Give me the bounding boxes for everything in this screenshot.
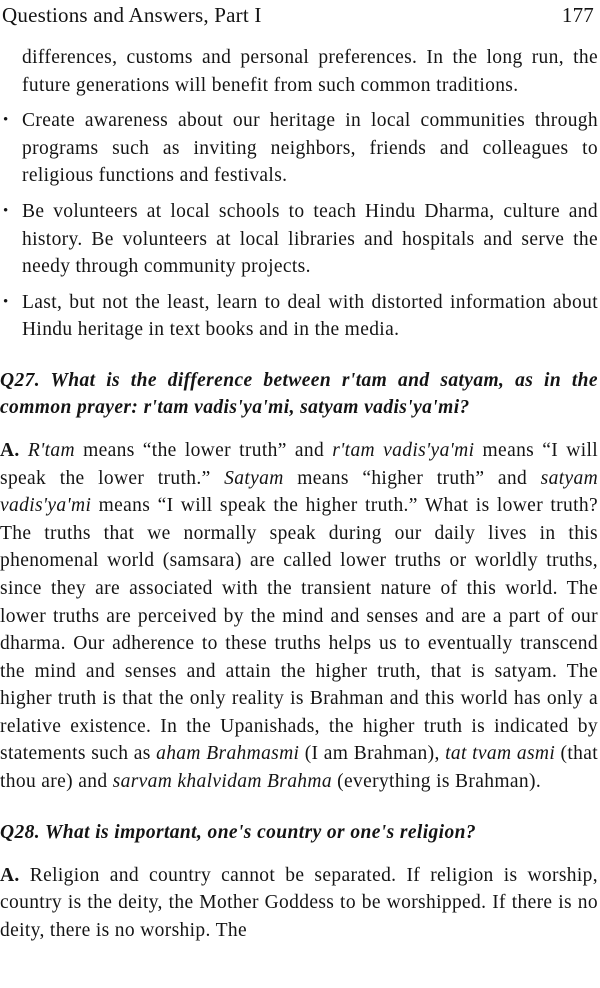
running-title: Questions and Answers, Part I [2, 3, 262, 27]
question-q28: Q28. What is important, one's country or one's religion? [0, 821, 477, 843]
question-q27: Q27. What is the difference between r'tam and satyam, as in the common prayer: r'tam vadis'ya'mi, satyam vadis'ya'mi? [0, 369, 598, 418]
bullet-text: Create awareness about our heritage in local communities through programs such as inviting neighbors, friends and colleagues to religious functions and festivals. [22, 110, 598, 187]
answer-label: A. [0, 864, 20, 886]
bullet-item [0, 107, 598, 190]
body-text [0, 44, 598, 944]
bullet-icon: • [3, 112, 9, 129]
bullet-text: Be volunteers at local schools to teach Hindu Dharma, culture and history. Be volunteers at local libraries and hospitals and serve the needy through community projects. [22, 200, 598, 278]
answer-q28: A. Religion and country cannot be separated. If religion is worship, country is the deity, the Mother Goddess to be worshipped. If there is no deity, there is no worship. The [0, 864, 598, 941]
bullet-icon: • [3, 293, 9, 310]
answer-label: A. [0, 439, 20, 461]
bullet-list [0, 107, 598, 344]
running-head [2, 0, 594, 34]
bullet-icon: • [3, 202, 9, 219]
page-number: 177 [561, 3, 594, 27]
bullet-text: Last, but not the least, learn to deal with distorted information about Hindu heritage in text books and in the media. [22, 291, 598, 341]
bullet-item [0, 289, 598, 344]
answer-q27: A. R'tam means “the lower truth” and r'tam vadis'ya'mi means “I will speak the lower truth.” Satyam means “higher truth” and satyam vadis'ya'mi means “I will speak the higher truth.” What is lower truth? The truths that we normally speak during our daily lives in this phenomenal world (samsara) are called lower truths or worldly truths, since they are associated with the transient nature of this world. The lower truths are perceived by the mind and senses and are a part of our dharma. Our adherence to these truths helps us to eventually transcend the mind and senses and attain the higher truth, that is satyam. The higher truth is that the only reality is Brahman and this world has only a relative existence. In the Upanishads, the higher truth is indicated by statements such as aham Brahmasmi (I am Brahman), tat tvam asmi (that thou are) and sarvam khalvidam Brahma (everything is Brahman). [0, 439, 598, 793]
continuation-paragraph: differences, customs and personal preferences. In the long run, the future generations will benefit from such common traditions. [22, 47, 598, 96]
bullet-item [0, 198, 598, 281]
